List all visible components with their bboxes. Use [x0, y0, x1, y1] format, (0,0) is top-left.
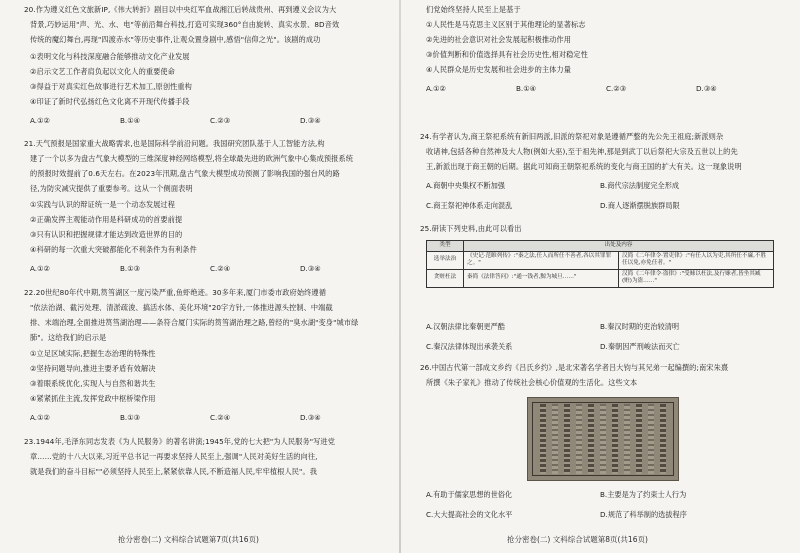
page-footer: 抢分密卷(二) 文科综合试题第7页(共16页) — [118, 535, 259, 544]
q20-choice: ③得益于对真实红色故事进行艺术加工,原创性重构 — [30, 82, 192, 91]
q25-option-d[interactable]: D.秦朝因严刑峻法而灭亡 — [600, 342, 680, 351]
q26-line: 所撰《朱子家礼》推动了传统社会核心价值观的生活化。这些文本 — [426, 378, 638, 387]
row-type: 贪赃枉法 — [427, 269, 464, 287]
text-column — [636, 404, 642, 474]
page-7 — [0, 0, 398, 553]
row-type: 选举法治 — [427, 251, 464, 269]
page-footer: 抢分密卷(二) 文科综合试题第8页(共16页) — [507, 535, 648, 544]
q20-option-d[interactable]: D.③④ — [300, 116, 321, 125]
text-column — [564, 404, 570, 474]
q26-option-b[interactable]: B.主要是为了约束士人行为 — [600, 490, 687, 499]
page-fold — [399, 0, 401, 553]
historical-sources-table — [426, 240, 774, 288]
q22-line: "依法治湖、截污处理、清淤疏浚、搞活水体、美化环境"20字方针,一体推进源头控制、中端截 — [30, 303, 333, 312]
q23-option-b[interactable]: B.①④ — [516, 84, 537, 93]
q21-option-b[interactable]: B.①③ — [120, 264, 141, 273]
text-column — [552, 404, 558, 474]
text-column — [624, 404, 630, 474]
q20-line: 20.作为遵义红色文旅新IP,《伟大转折》剧目以中央红军血战湘江后转战贵州、再到遵义会议为大 — [24, 5, 337, 14]
table-cell: 秦简《法律答问》:"通一钱者,黥为城旦……" — [464, 269, 619, 287]
q23-option-c[interactable]: C.②③ — [606, 84, 627, 93]
table-row — [427, 269, 774, 287]
q23-line: 们党始终坚持人民至上是基于 — [426, 5, 521, 14]
q22-choice: ③着眼系统优化,实现人与自然和谐共生 — [30, 379, 156, 388]
q22-choice: ②坚持问题导向,推进主要矛盾有效解决 — [30, 364, 156, 373]
q23-choice: ②先进的社会意识对社会发展起积极推动作用 — [426, 35, 572, 44]
page-8 — [402, 0, 800, 553]
text-column — [540, 404, 546, 474]
q21-option-d[interactable]: D.③④ — [300, 264, 321, 273]
q26-line: 26.中国古代第一部成文乡约《吕氏乡约》,是北宋著名学者吕大钧与其兄弟一起编撰的;南宋朱熹 — [420, 363, 729, 372]
q22-option-b[interactable]: B.①③ — [120, 413, 141, 422]
q23-line: 章……党的十八大以来,习近平总书记一再要求坚持人民至上,强调"人民对美好生活的向往, — [30, 452, 318, 461]
table-row — [427, 251, 774, 269]
table-header: 出处及内容 — [464, 241, 774, 252]
q21-choice: ④科研的每一次重大突破都能化不利条件为有利条件 — [30, 245, 197, 254]
q20-option-b[interactable]: B.①④ — [120, 116, 141, 125]
q23-choice: ③价值判断和价值选择具有社会历史性,相对稳定性 — [426, 50, 588, 59]
q26-option-d[interactable]: D.规范了科举制的选拔程序 — [600, 510, 687, 519]
q21-option-a[interactable]: A.①② — [30, 264, 50, 273]
q21-choice: ①实践与认识的辩证统一是一个动态发展过程 — [30, 200, 176, 209]
q21-option-c[interactable]: C.②④ — [210, 264, 231, 273]
table-cell: 汉简《二年律令·置吏律》:"有任人以为吏,其所任不廉,不胜任以免,亦免任者。" — [619, 251, 774, 269]
text-column — [612, 404, 618, 474]
q20-line: 传统的魔幻舞台,再现"四渡赤水"等历史事件,让观众置身剧中,感悟"信仰之光"。该剧的成功 — [30, 35, 321, 44]
q23-line: 23.1944年,毛泽东同志发表《为人民服务》的著名讲演;1945年,党的七大把"为人民服务"写进党 — [24, 437, 335, 446]
table-cell: 《史记·范睢列传》:"秦之法,任人而所任不善者,各以其罪罪之。" — [464, 251, 619, 269]
q24-option-c[interactable]: C.商王祭祀神体系走向混乱 — [426, 201, 513, 210]
q22-line: 肺"。这给我们的启示是 — [30, 333, 107, 342]
q20-choice: ②启示文艺工作者肩负起以文化人的重要使命 — [30, 67, 176, 76]
q25-stem: 25.研读下列史料,由此可以看出 — [420, 224, 522, 233]
q20-choice: ④印证了新时代弘扬红色文化离不开现代传播手段 — [30, 97, 190, 106]
q21-choice: ②正确发挥主观能动作用是科研成功的首要前提 — [30, 215, 183, 224]
text-column — [576, 404, 582, 474]
q22-option-a[interactable]: A.①② — [30, 413, 50, 422]
q20-option-a[interactable]: A.①② — [30, 116, 50, 125]
q25-option-a[interactable]: A.汉朝法律比秦朝更严酷 — [426, 322, 505, 331]
q21-choice: ③只有认识和把握规律才能达到改造世界的目的 — [30, 230, 183, 239]
q24-line: 王,新派出现于商王朝的后期。据此可知商王朝祭祀系统的变化与商王国的扩大有关。这一现象说明 — [426, 162, 742, 171]
text-column — [600, 404, 606, 474]
text-column — [648, 404, 654, 474]
ancient-book-photo — [527, 397, 679, 481]
q22-choice: ①立足区域实际,把握生态治理的特殊性 — [30, 349, 156, 358]
table-header-row — [427, 241, 774, 252]
q23-choice: ①人民性是马克思主义区别于其他理论的显著标志 — [426, 20, 586, 29]
table-cell: 汉简《二年律令·盗律》:"受赇以枉法,及行赇者,皆坐其臧(赃)为盗……" — [619, 269, 774, 287]
q24-line: 收诸神,包括各种自然神及大人物(例如大巫),至于祖先神,那是到武丁以后祭祀大宗及五世以上的先 — [426, 147, 738, 156]
q24-option-a[interactable]: A.商朝中央集权不断加强 — [426, 181, 505, 190]
q24-line: 24.有学者认为,商王祭祀系统有新旧两派,旧派的祭祀对象是遵循严整的先公先王祖庭;新派则杂 — [420, 132, 724, 141]
q22-option-c[interactable]: C.②④ — [210, 413, 231, 422]
q23-option-a[interactable]: A.①② — [426, 84, 446, 93]
text-column — [660, 404, 666, 474]
q22-option-d[interactable]: D.③④ — [300, 413, 321, 422]
q26-option-a[interactable]: A.有助于儒家思想的世俗化 — [426, 490, 513, 499]
q21-line: 建了一个以多为盘古气象大模型的三维深度神经网络模型,将全球最先进的欧洲气象中心集成预报系统 — [30, 154, 354, 163]
q21-line: 的预报时效提前了0.6天左右。在2023年汛期,盘古气象大模型成功预测了影响我国的强台风的路 — [30, 169, 340, 178]
q23-line: 就是我们的奋斗目标""必须坚持人民至上,紧紧依靠人民,不断造福人民,牢牢植根人民"。我 — [30, 467, 318, 476]
q24-option-d[interactable]: D.商人逐渐摆脱族群局限 — [600, 201, 680, 210]
q21-line: 21.天气预报是国家重大战略需求,也是国际科学前沿问题。我国研究团队基于人工智能方法,构 — [24, 139, 325, 148]
q21-line: 径,为防灾减灾提供了重要参考。这从一个侧面表明 — [30, 184, 193, 193]
q23-choice: ④人民群众是历史发展和社会进步的主体力量 — [426, 65, 572, 74]
text-column — [588, 404, 594, 474]
q22-line: 排、末端治理,全面推进筼筜湖治理——条符合厦门实际的筼筜湖治理之路,曾经的"臭水湖"变身"城市绿 — [30, 318, 359, 327]
q22-line: 22.20世纪80年代中期,筼筜湖区一度污染严重,鱼虾绝迹。30多年来,厦门市委市政府始终遵循 — [24, 288, 326, 297]
q25-option-c[interactable]: C.秦汉法律体现出承袭关系 — [426, 342, 513, 351]
q23-option-d[interactable]: D.③④ — [696, 84, 717, 93]
q20-line: 背景,巧妙运用"声、光、水、电"等前沿舞台科技,打造可实现360°自由旋转、真实水景、8D音效 — [30, 20, 340, 29]
table-header: 类型 — [427, 241, 464, 252]
q25-option-b[interactable]: B.秦汉时期的吏治较清明 — [600, 322, 680, 331]
q26-option-c[interactable]: C.大大提高社会的文化水平 — [426, 510, 513, 519]
q20-option-c[interactable]: C.②③ — [210, 116, 231, 125]
q20-choice: ①表明文化与科技深度融合能够推动文化产业发展 — [30, 52, 190, 61]
q22-choice: ④紧紧抓住主流,发挥党政中枢桥梁作用 — [30, 394, 156, 403]
q24-option-b[interactable]: B.商代宗法制度完全形成 — [600, 181, 680, 190]
